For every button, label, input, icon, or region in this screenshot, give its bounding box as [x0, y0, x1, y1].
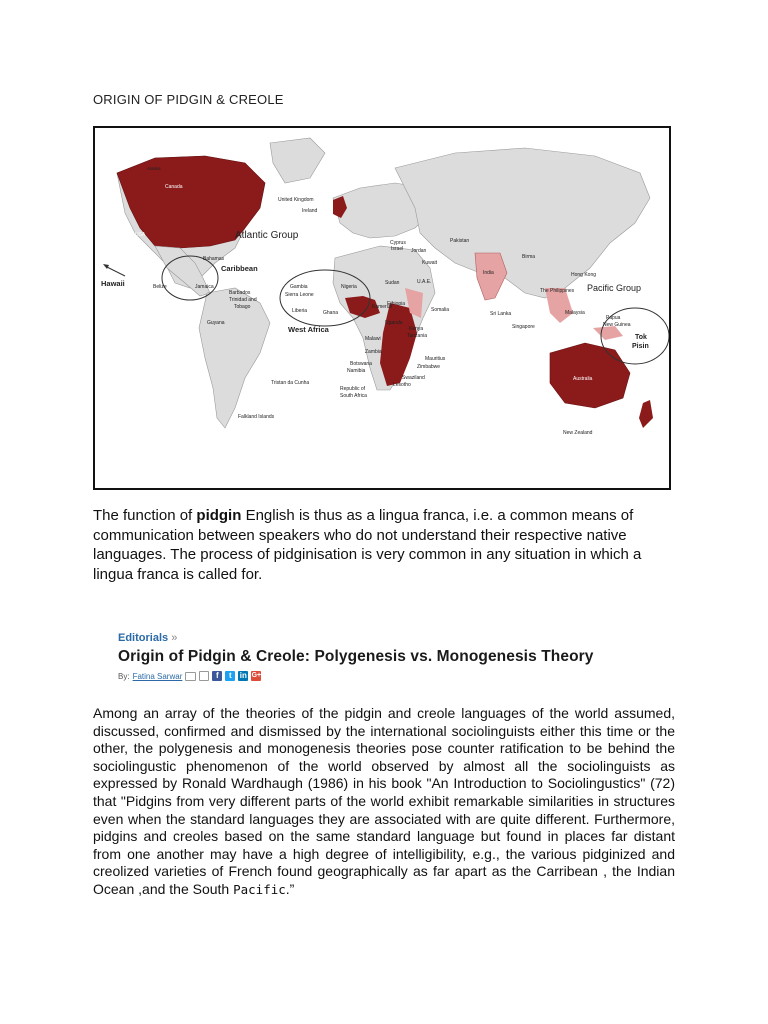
label-birma: Birma [522, 254, 536, 260]
label-zimbabwe: Zimbabwe [417, 364, 441, 370]
editorial-header [118, 632, 678, 681]
label-pisin: Pisin [632, 343, 649, 350]
label-canada: Canada [165, 184, 183, 190]
linkedin-icon[interactable]: in [239, 671, 247, 680]
label-kuwait: Kuwait [422, 260, 438, 266]
label-pacific-group: Pacific Group [587, 283, 642, 293]
editorial-category-link[interactable]: Editorials [118, 632, 169, 644]
label-south-africa-2: South Africa [340, 393, 367, 399]
label-new-guinea: New Guinea [603, 322, 631, 328]
label-west-africa: West Africa [288, 325, 329, 334]
label-malawi: Malawi [365, 336, 381, 342]
label-atlantic-group: Atlantic Group [235, 230, 299, 241]
label-botswana: Botswana [350, 361, 372, 367]
twitter-icon[interactable]: t [225, 671, 235, 681]
para2-closing: .” [285, 880, 295, 897]
label-lesotho: Lesotho [393, 382, 411, 388]
label-tanzania: Tanzania [407, 333, 428, 339]
label-namibia: Namibia [347, 368, 366, 374]
label-uganda: Uganda [385, 320, 403, 326]
label-ghana: Ghana [323, 310, 339, 316]
label-somalia: Somalia [431, 307, 450, 313]
label-papua: Papua [606, 315, 621, 321]
label-israel: Israel [391, 246, 404, 252]
print-icon[interactable] [199, 671, 209, 681]
label-australia: Australia [573, 376, 593, 382]
label-new-zealand: New Zealand [563, 430, 593, 436]
label-belize: Belize [153, 284, 167, 290]
label-sri-lanka: Sri Lanka [490, 311, 512, 317]
label-tok: Tok [635, 334, 647, 341]
paragraph-theories [93, 705, 675, 899]
label-tristan-da-cunha: Tristan da Cunha [271, 380, 310, 386]
label-singapore: Singapore [512, 324, 535, 330]
label-zambia: Zambia [365, 349, 382, 355]
editorial-byline [118, 671, 678, 681]
label-alaska: Alaska [147, 166, 161, 171]
label-india: India [483, 270, 494, 276]
para1-text-before: The function of [93, 507, 197, 524]
label-hong-kong: Hong Kong [571, 272, 597, 278]
label-jamaica: Jamaica [195, 284, 214, 290]
label-sierra-leone: Sierra Leone [285, 292, 314, 298]
label-uk: United Kingdom [278, 197, 314, 203]
label-trinidad: Trinidad and [229, 297, 257, 303]
editorial-category [118, 632, 678, 644]
world-map [95, 128, 669, 488]
label-cyprus: Cyprus [390, 240, 406, 246]
label-tobago: Tobago [234, 304, 251, 310]
label-falkland-islands: Falkland Islands [238, 414, 275, 420]
label-malaysia: Malaysia [565, 310, 585, 316]
document-title: ORIGIN OF PIDGIN & CREOLE [93, 92, 284, 107]
paragraph-pidgin-function [93, 506, 678, 584]
facebook-icon[interactable]: f [212, 671, 222, 681]
category-separator: » [171, 632, 178, 644]
para2-last-word: Pacific [233, 881, 286, 897]
label-guyana: Guyana [207, 320, 225, 326]
label-swaziland: Swaziland [402, 375, 425, 381]
para1-text-after: English is thus as a lingua franca, i.e. a common means of communication between speakers who do not understand their respective native languages. The process of pidginisation is very common in any situation in which a lingua franca is called for. [93, 507, 642, 583]
label-jordan: Jordan [411, 248, 427, 254]
label-bahamas: Bahamas [203, 256, 225, 262]
label-ireland: Ireland [302, 208, 318, 214]
label-uae: U.A.E. [417, 279, 432, 285]
label-gambia: Gambia [290, 284, 308, 290]
para1-bold-term: pidgin [196, 507, 242, 524]
email-icon[interactable] [185, 672, 196, 681]
world-map-figure [93, 126, 671, 490]
label-nigeria: Nigeria [341, 284, 357, 290]
label-philippines: The Philippines [540, 288, 575, 294]
by-label: By: [118, 671, 130, 681]
label-kenya: Kenya [409, 326, 424, 332]
label-pakistan: Pakistan [450, 238, 470, 244]
label-mauritius: Mauritius [425, 356, 446, 362]
editorial-title: Origin of Pidgin & Creole: Polygenesis vs. Monogenesis Theory [118, 648, 594, 665]
label-usa: USA [135, 232, 146, 238]
label-south-africa-1: Republic of [340, 386, 366, 392]
label-hawaii: Hawaii [101, 279, 125, 288]
google-plus-icon[interactable]: G+ [251, 672, 262, 679]
label-caribbean: Caribbean [221, 264, 258, 273]
para2-main-text: Among an array of the theories of the pidgin and creole languages of the world assumed, discussed, confirmed and dismissed by the international sociolinguists either this time or the other, the polygenesis and monogenesis theories pose counter ratification to be behind the sociolingustic phenomenon of the world observed by almost all the sociolinguists as expressed by Ronald Wardhaugh (1986) in his book "An Introduction to Sociolingustics" (72) that "Pidgins from very different parts of the world exhibit remarkable similarities in structures even when the standard languages they are associated with are quite different. Furthermore, pidgins and creoles based on the same standard language but found in places far distant from one another may have a high degree of intelligibility, e.g., the various pidginized and creolized varieties of French found geographically as far apart as the Carribean , the Indian Ocean ,and the South [93, 705, 675, 897]
label-ethiopia: Ethiopia [387, 301, 406, 307]
label-liberia: Liberia [292, 308, 308, 314]
label-kamerun: Kamerun [372, 304, 393, 310]
author-link[interactable]: Fatina Sarwar [132, 671, 183, 681]
label-barbados: Barbados [229, 290, 251, 296]
label-sudan: Sudan [385, 280, 400, 286]
